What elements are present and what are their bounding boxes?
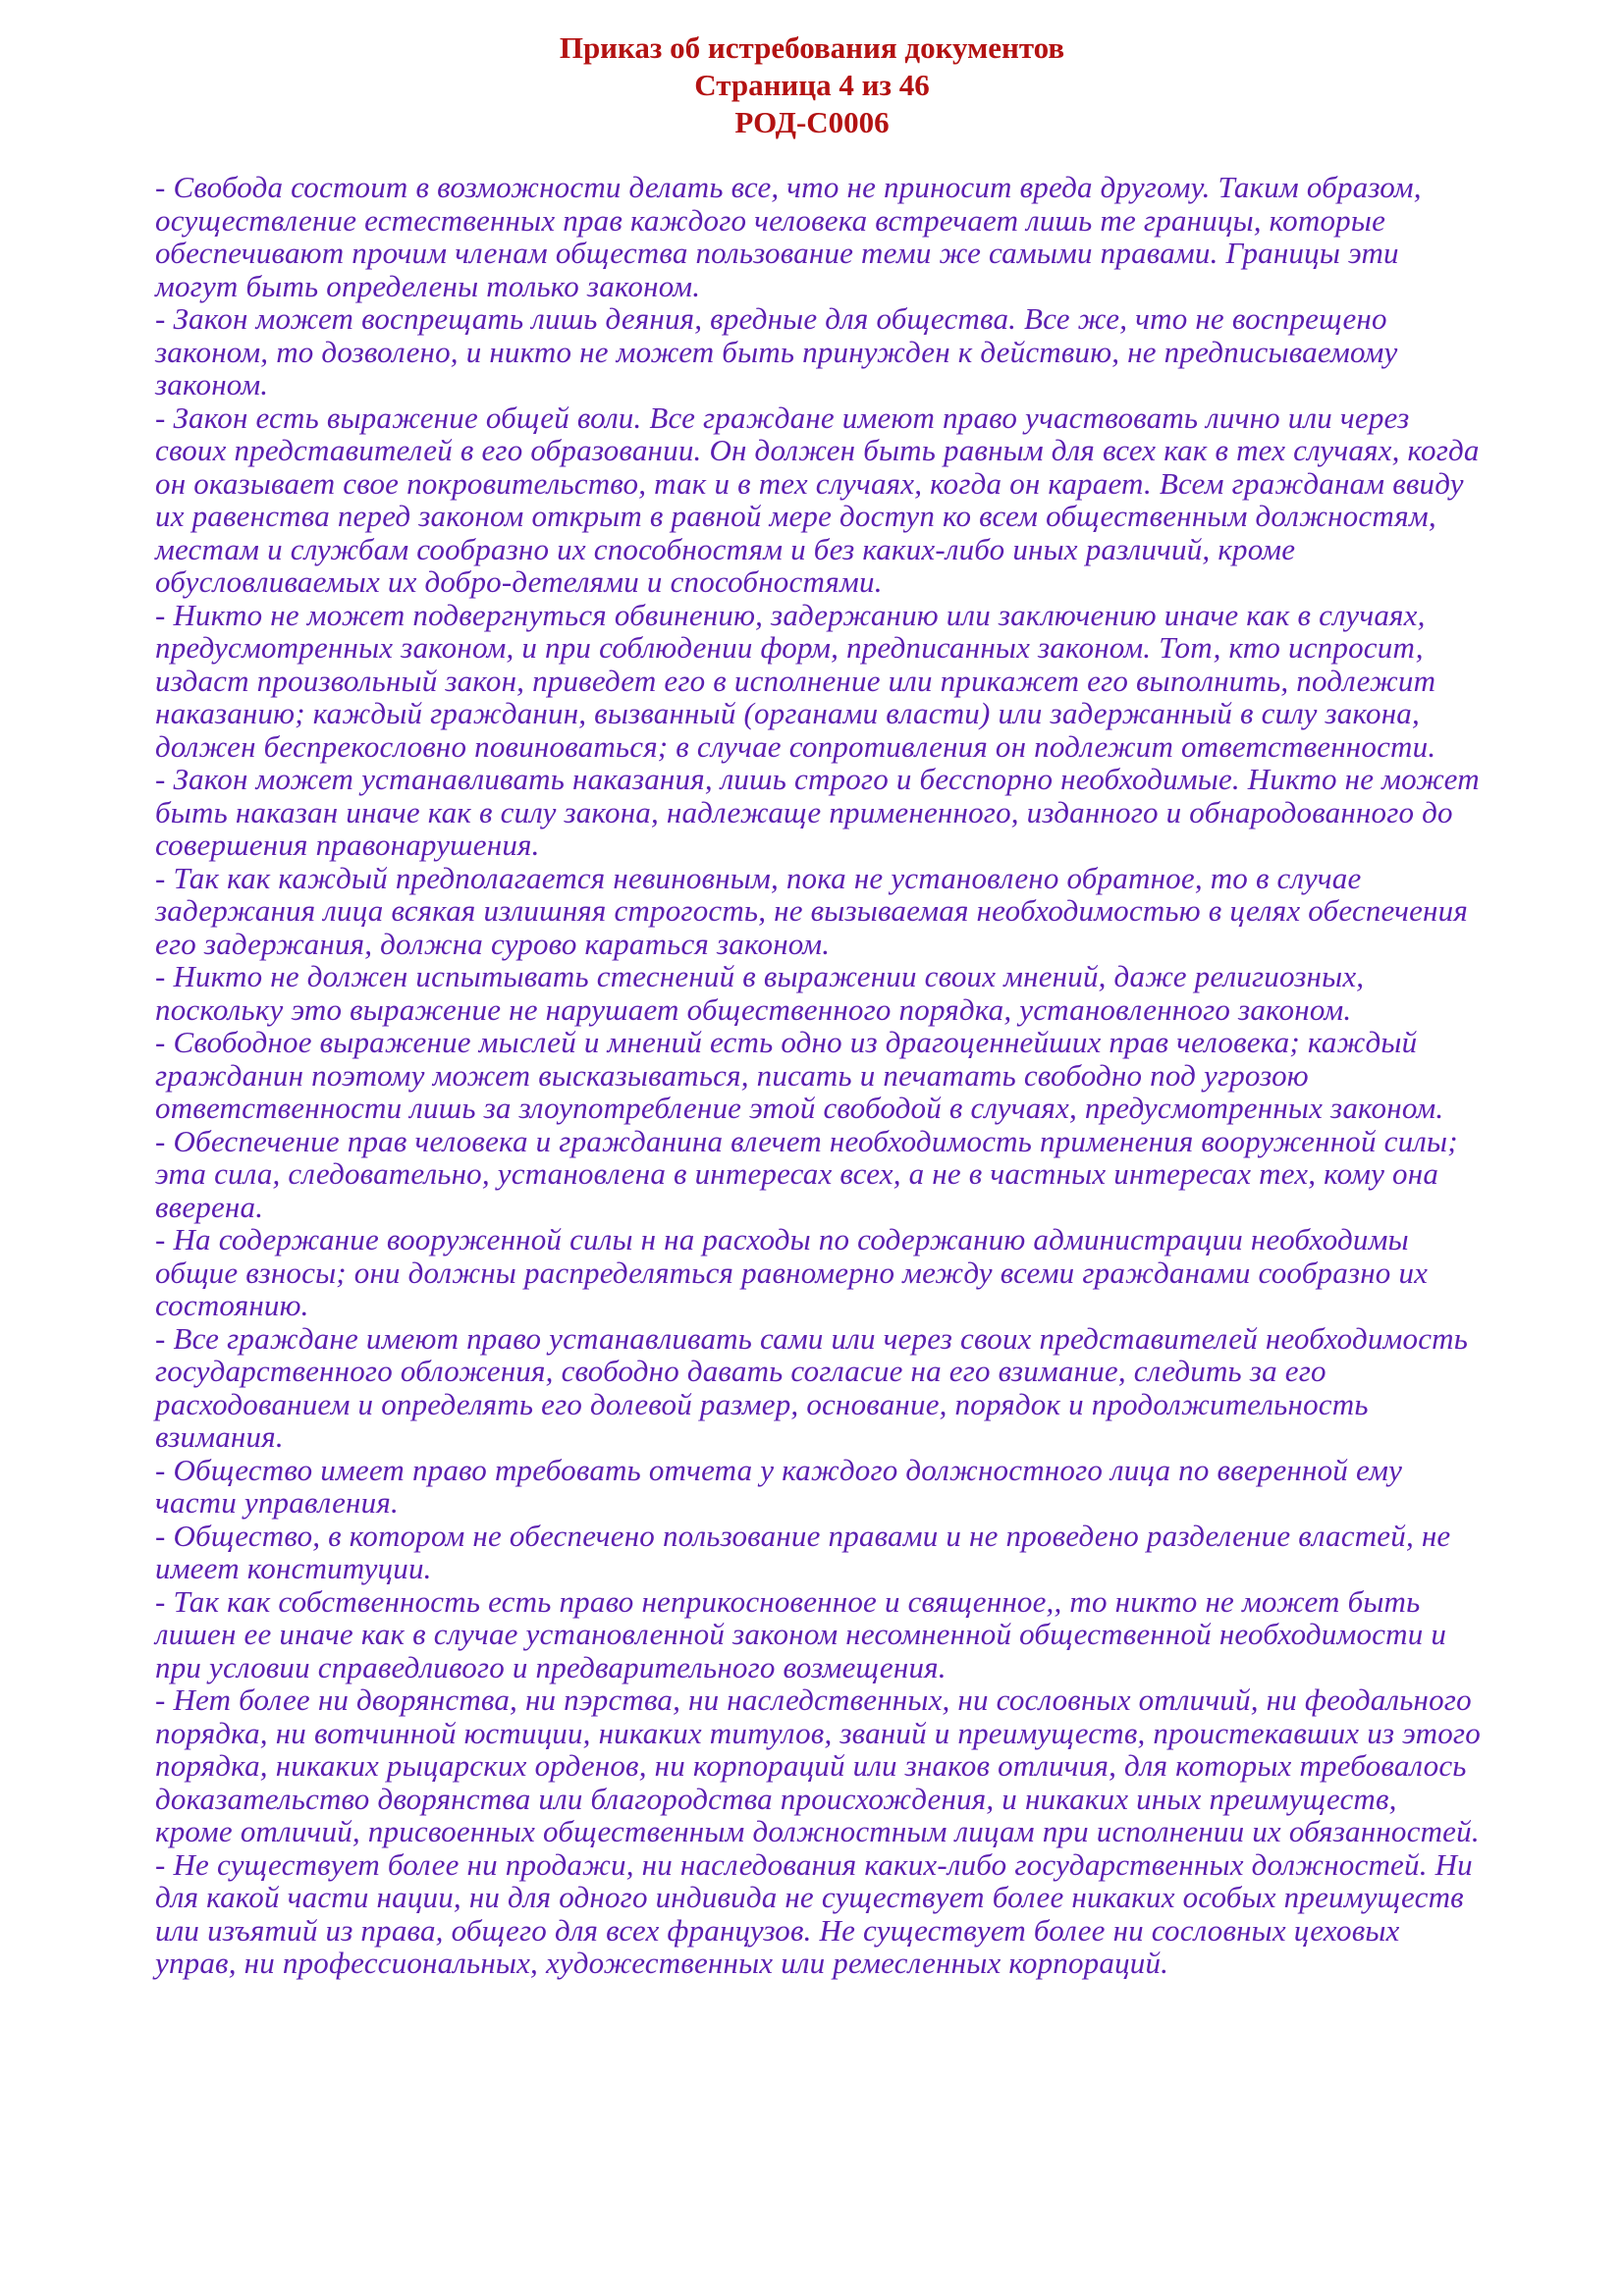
paragraph: - Все граждане имеют право устанавливать сами или через своих представителей необходимость государственного обложения, свободно давать согласие на его взимание, следить за его расходованием и определять его долевой размер, основание, порядок и продолжительность взимания. [155,1320,1469,1454]
paragraph: - Закон есть выражение общей воли. Все граждане имеют право участвовать лично или через своих представителей в его образовании. Он должен быть равным для всех как в тех случаях, когда он оказывает свое покровительство, так и в тех случаях, когда он карает. Всем гражданам ввиду их равенства перед законом открыт в равной мере доступ ко всем общественным должностям, местам и службам сообразно их способностям и без каких-либо иных различий, кроме обусловливаемых их добро-детелями и способностями. [155,400,1480,599]
paragraph: - Так как собственность есть право неприкосновенное и священное,, то никто не может быть лишен ее иначе как в случае установленной законом несомненной общественной необходимости и при условии справедливого и предварительного возмещения. [155,1583,1447,1684]
paragraph: - Свободное выражение мыслей и мнений есть одно из драгоценнейших прав человека; каждый гражданин поэтому может высказываться, писать и печатать свободно под угрозою ответственности лишь за злоупотребление этой свободой в случаях, предусмотренных законом. [155,1025,1444,1125]
paragraph: - Никто не должен испытывать стеснений в выражении своих мнений, даже религиозных, поскольку это выражение не нарушает общественного порядка, установленного законом. [155,959,1365,1027]
document-header [0,29,1624,141]
document-title: Приказ об истребования документов [559,30,1065,65]
paragraph: - Обеспечение прав человека и гражданина влечет необходимость применения вооруженной силы; эта сила, следовательно, установлена в интересах всех, а не в частных интересах тех, кому она вверена. [155,1123,1458,1224]
paragraph: - Не существует более ни продажи, ни наследования каких-либо государственных должностей. Ни для какой части нации, ни для одного индивида не существует более никаких особых преимуществ или изъятий из права, общего для всех французов. Не существует более ни сословных цеховых управ, ни профессиональных, художественных или ремесленных корпораций. [155,1846,1473,1980]
paragraph: - На содержание вооруженной силы н на расходы по содержанию администрации необходимы общие взносы; они должны распределяться равномерно между всеми гражданами сообразно их состоянию. [155,1222,1429,1322]
paragraph: - Общество, в котором не обеспечено пользование правами и не проведено разделение властей, не имеет конституции. [155,1518,1451,1585]
paragraph: - Общество имеет право требовать отчета у каждого должностного лица по вверенной ему части управления. [155,1452,1403,1520]
document-body [155,171,1481,1980]
document-code: РОД-С0006 [734,105,890,139]
paragraph: - Закон может устанавливать наказания, лишь строго и бесспорно необходимые. Никто не может быть наказан иначе как в силу закона, надлежаще примененного, изданного и обнародованного до совершения правонарушения. [155,762,1480,862]
paragraph: - Никто не может подвергнуться обвинению, задержанию или заключению иначе как в случаях, предусмотренных законом, и при соблюдении форм, предписанных законом. Тот, кто испросит, издаст произвольный закон, приведет его в исполнение или прикажет его выполнить, подлежит наказанию; каждый гражданин, вызванный (органами власти) или задержанный в силу закона, должен беспрекословно повиноваться; в случае сопротивления он подлежит ответственности. [155,597,1436,764]
page-indicator: Страница 4 из 46 [694,68,930,102]
paragraph: - Нет более ни дворянства, ни пэрства, ни наследственных, ни сословных отличий, ни феодального порядка, ни вотчинной юстиции, никаких титулов, званий и преимуществ, проистекавших из этого порядка, никаких рыцарских орденов, ни корпораций или знаков отличия, для которых требовалось доказательство дворянства или благородства происхождения, и никаких иных преимуществ, кроме отличий, присвоенных общественным должностным лицам при исполнении их обязанностей. [155,1682,1481,1848]
paragraph: - Свобода состоит в возможности делать все, что не приносит вреда другому. Таким образом, осуществление естественных прав каждого человека встречает лишь те границы, которые обеспечивают прочим членам общества пользование теми же самыми правами. Границы эти могут быть определены только законом. [155,170,1422,303]
paragraph: - Так как каждый предполагается невиновным, пока не установлено обратное, то в случае задержания лица всякая излишняя строгость, не вызываемая необходимостью в целях обеспечения его задержания, должна сурово караться законом. [155,860,1468,961]
paragraph: - Закон может воспрещать лишь деяния, вредные для общества. Все же, что не воспрещено законом, то дозволено, и никто не может быть принужден к действию, не предписываемому законом. [155,301,1398,401]
